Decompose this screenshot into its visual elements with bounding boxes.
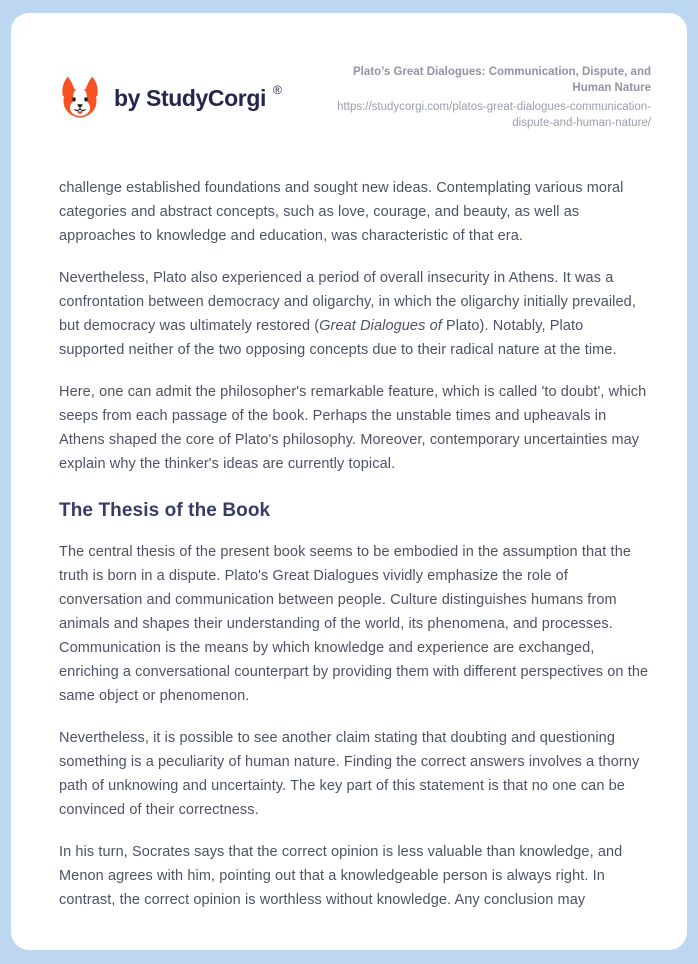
corgi-face-icon — [59, 75, 101, 122]
book-title-italic: Great Dialogues of — [319, 317, 442, 334]
document-meta — [319, 65, 651, 132]
paragraph-1: challenge established foundations and sought new ideas. Contemplating various moral categories and abstract concepts, such as love, courage, and beauty, as well as approaches to knowledge and education, was characteristic of that era. — [59, 179, 624, 244]
paragraph-2 — [59, 266, 651, 362]
paragraph-5: Nevertheless, it is possible to see another claim stating that doubting and questioning something is a peculiarity of human nature. Finding the correct answers involves a thorny path of unknowing and uncertainty. The key part of this statement is that no one can be convinced of their correctness. — [59, 729, 640, 818]
studycorgi-logo[interactable] — [59, 75, 282, 122]
brand-text: by StudyCorgi — [114, 84, 266, 111]
registered-trademark: ® — [272, 82, 282, 97]
article-body — [59, 176, 651, 912]
document-header — [59, 65, 651, 132]
document-url-link[interactable]: https://studycorgi.com/platos-great-dialogues-communication-dispute-and-human-nature/ — [337, 101, 651, 129]
section-heading: The Thesis of the Book — [59, 499, 271, 521]
paragraph-6: In his turn, Socrates says that the correct opinion is less valuable than knowledge, and Menon agrees with him, pointing out that a knowledgeable person is always right. In contrast, the correct opinion is worthless without knowledge. Any conclusion may — [59, 843, 623, 908]
document-title: Plato’s Great Dialogues: Communication, Dispute, and Human Nature — [353, 66, 651, 94]
document-card — [11, 13, 687, 950]
paragraph-3: Here, one can admit the philosopher's remarkable feature, which is called 'to doubt', which seeps from each passage of the book. Perhaps the unstable times and upheavals in Athens shaped the core of Plato's philosophy. Moreover, contemporary uncertainties may explain why the thinker's ideas are currently topical. — [59, 383, 647, 472]
paragraph-2-text-after: Plato). Notably, Plato supported neither of the two opposing concepts due to their radical nature at the time. — [59, 317, 617, 358]
paragraph-4: The central thesis of the present book seems to be embodied in the assumption that the truth is born in a dispute. Plato's Great Dialogues vividly emphasize the role of conversation and communication between people. Culture distinguishes humans from animals and shapes their understanding of the world, its phenomena, and processes. Communication is the means by which knowledge and experience are exchanged, enriching a conversational counterpart by providing them with different perspectives on the same object or phenomenon. — [59, 543, 649, 704]
paragraph-2-text: Nevertheless, Plato also experienced a period of overall insecurity in Athens. It was a confrontation between democracy and oligarchy, in which the oligarchy initially prevailed, but democracy was ultimately restored ( — [59, 269, 636, 334]
